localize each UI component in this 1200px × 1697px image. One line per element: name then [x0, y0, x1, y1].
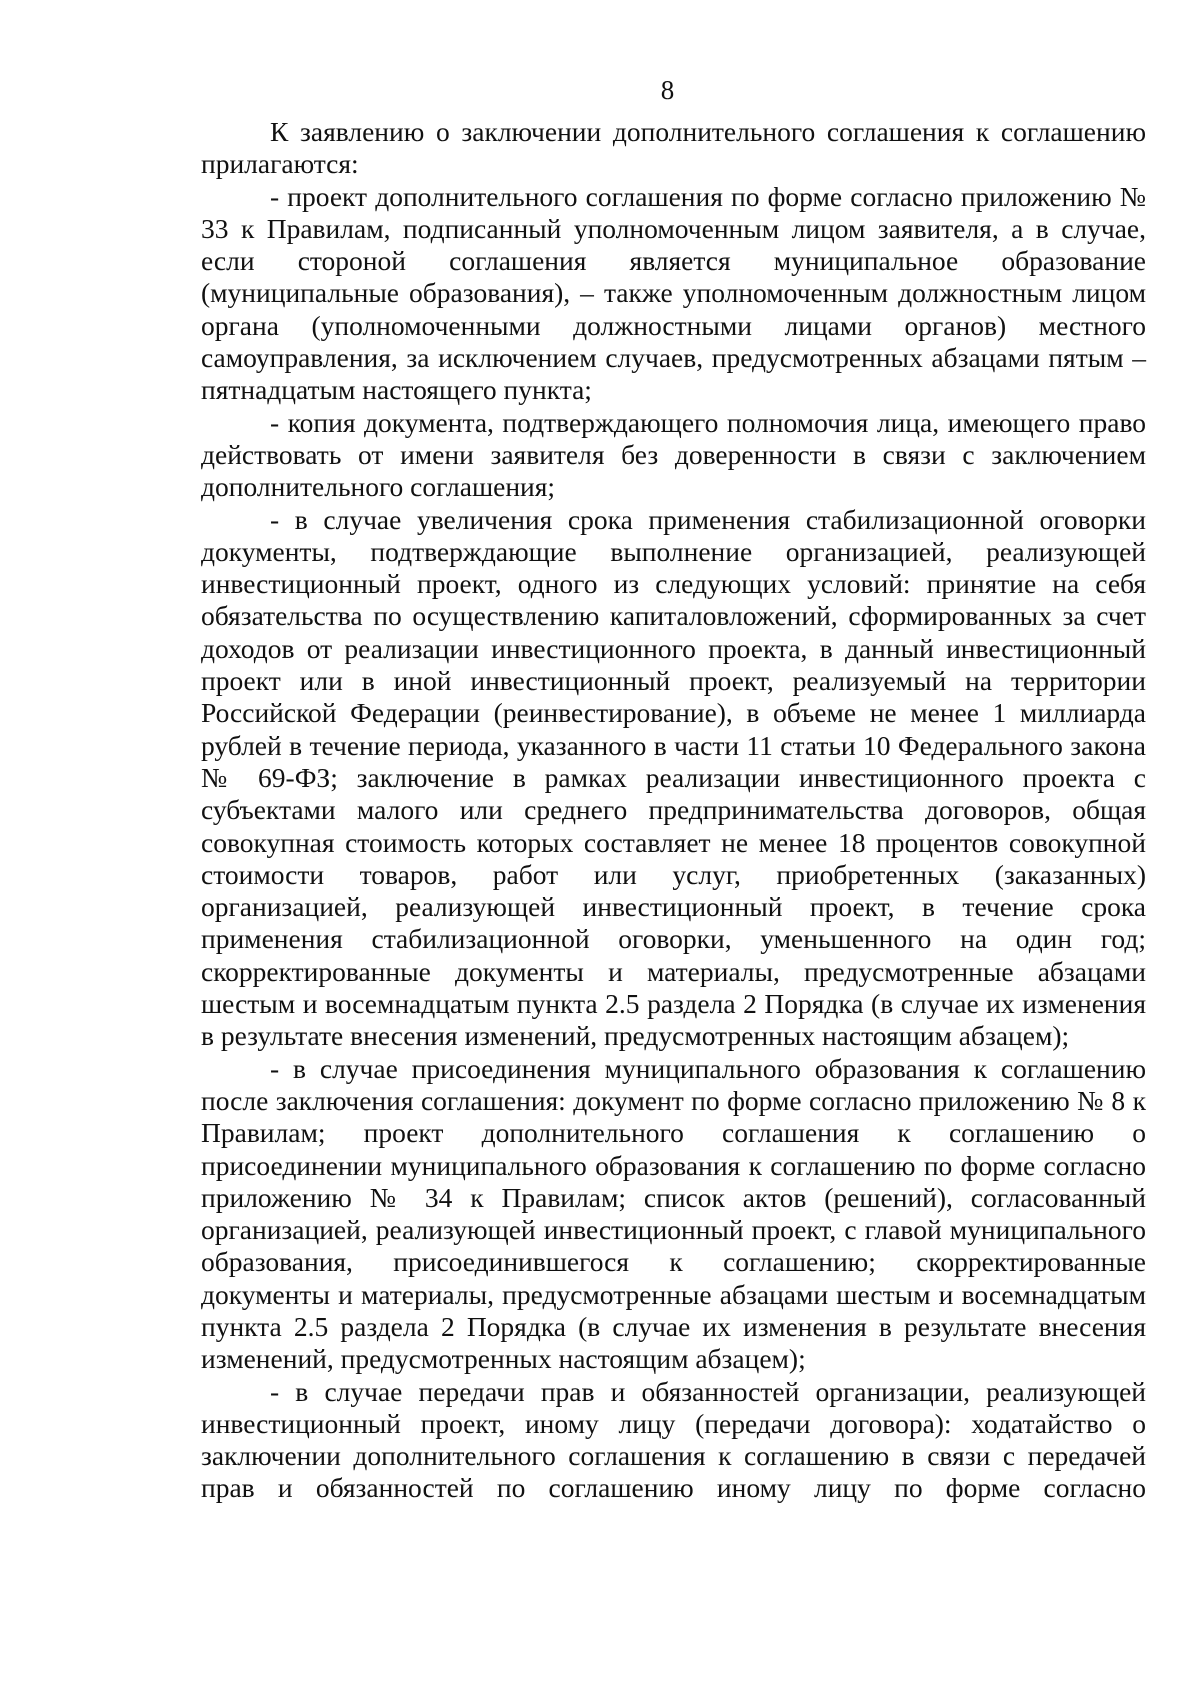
- paragraph-draft-agreement: - проект дополнительного соглашения по форме согласно приложению № 33 к Правилам, подписанный уполномоченным лицом заявителя, а в случае, если стороной соглашения является муниципальное образование (муниципальные образования), – также уполномоченным должностным лицом органа (уполномоченными должностными лицами органов) местного самоуправления, за исключением случаев, предусмотренных абзацами пятым – пятнадцатым настоящего пункта;: [201, 180, 1146, 406]
- page-number: 8: [660, 75, 675, 105]
- document-body: [201, 116, 1146, 1505]
- paragraph-municipal-accession: - в случае присоединения муниципального образования к соглашению после заключения соглашения: документ по форме согласно приложению № 8 к Правилам; проект дополнительного соглашения к соглашению о присоединении муниципального образования к соглашению по форме согласно приложению № 34 к Правилам; список актов (решений), согласованный организацией, реализующей инвестиционный проект, с главой муниципального образования, присоединившегося к соглашению; скорректированные документы и материалы, предусмотренные абзацами шестым и восемнадцатым пункта 2.5 раздела 2 Порядка (в случае их изменения в результате внесения изменений, предусмотренных настоящим абзацем);: [201, 1052, 1146, 1375]
- paragraph-stabilization-term: - в случае увеличения срока применения стабилизационной оговорки документы, подтверждающие выполнение организацией, реализующей инвестиционный проект, одного из следующих условий: принятие на себя обязательства по осуществлению капиталовложений, сформированных за счет доходов от реализации инвестиционного проекта, в данный инвестиционный проект или в иной инвестиционный проект, реализуемый на территории Российской Федерации (реинвестирование), в объеме не менее 1 миллиарда рублей в течение периода, указанного в части 11 статьи 10 Федерального закона № 69-ФЗ; заключение в рамках реализации инвестиционного проекта с субъектами малого или среднего предпринимательства договоров, общая совокупная стоимость которых составляет не менее 18 процентов совокупной стоимости товаров, работ или услуг, приобретенных (заказанных) организацией, реализующей инвестиционный проект, в течение срока применения стабилизационной оговорки, уменьшенного на один год; скорректированные документы и материалы, предусмотренные абзацами шестым и восемнадцатым пункта 2.5 раздела 2 Порядка (в случае их изменения в результате внесения изменений, предусмотренных настоящим абзацем);: [201, 503, 1146, 1052]
- paragraph-rights-transfer: - в случае передачи прав и обязанностей организации, реализующей инвестиционный проект, иному лицу (передачи договора): ходатайство о заключении дополнительного соглашения к соглашению в связи с передачей прав и обязанностей по соглашению иному лицу по форме согласно: [201, 1375, 1146, 1504]
- paragraph-intro: К заявлению о заключении дополнительного соглашения к соглашению прилагаются:: [201, 116, 1146, 180]
- paragraph-authority-copy: - копия документа, подтверждающего полномочия лица, имеющего право действовать от имени заявителя без доверенности в связи с заключением дополнительного соглашения;: [201, 406, 1146, 503]
